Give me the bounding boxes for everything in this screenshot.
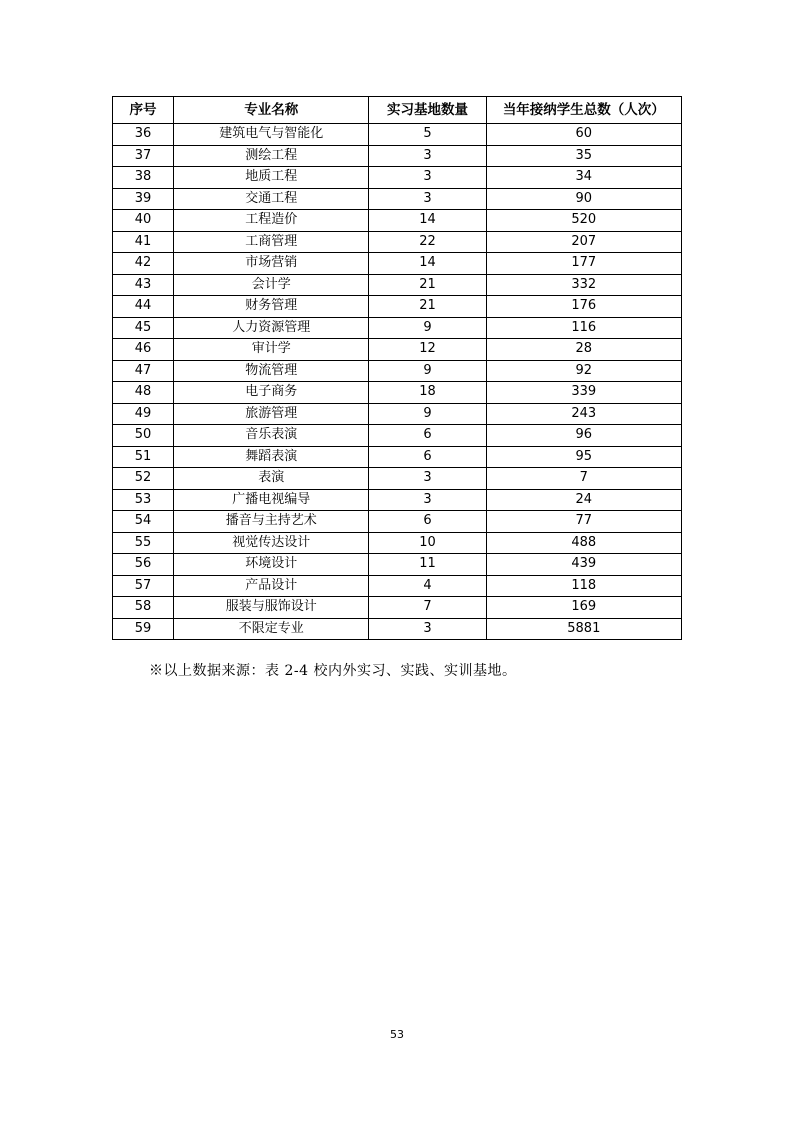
- cell-base-count: 3: [369, 618, 486, 640]
- cell-serial-number: 38: [113, 167, 174, 189]
- cell-student-total: 34: [486, 167, 681, 189]
- cell-serial-number: 45: [113, 317, 174, 339]
- table-row: [113, 360, 682, 382]
- cell-serial-number: 59: [113, 618, 174, 640]
- table-row: [113, 231, 682, 253]
- table-row: [113, 274, 682, 296]
- cell-base-count: 9: [369, 317, 486, 339]
- cell-base-count: 9: [369, 403, 486, 425]
- cell-serial-number: 37: [113, 145, 174, 167]
- table-row: [113, 339, 682, 361]
- cell-student-total: 35: [486, 145, 681, 167]
- data-source-note: ※以上数据来源：表 2-4 校内外实习、实践、实训基地。: [149, 663, 517, 679]
- cell-base-count: 18: [369, 382, 486, 404]
- table-row: [113, 575, 682, 597]
- cell-major-name: 环境设计: [174, 554, 369, 576]
- cell-base-count: 6: [369, 511, 486, 533]
- cell-serial-number: 52: [113, 468, 174, 490]
- table-header-row: [113, 97, 682, 124]
- cell-serial-number: 41: [113, 231, 174, 253]
- cell-student-total: 24: [486, 489, 681, 511]
- table-row: [113, 124, 682, 146]
- cell-serial-number: 54: [113, 511, 174, 533]
- table-row: [113, 145, 682, 167]
- cell-base-count: 21: [369, 274, 486, 296]
- cell-student-total: 96: [486, 425, 681, 447]
- cell-major-name: 产品设计: [174, 575, 369, 597]
- table-row: [113, 468, 682, 490]
- cell-base-count: 5: [369, 124, 486, 146]
- cell-base-count: 14: [369, 210, 486, 232]
- cell-major-name: 不限定专业: [174, 618, 369, 640]
- cell-student-total: 488: [486, 532, 681, 554]
- cell-serial-number: 55: [113, 532, 174, 554]
- cell-student-total: 95: [486, 446, 681, 468]
- cell-major-name: 视觉传达设计: [174, 532, 369, 554]
- cell-base-count: 3: [369, 145, 486, 167]
- cell-major-name: 服装与服饰设计: [174, 597, 369, 619]
- cell-base-count: 6: [369, 425, 486, 447]
- table-row: [113, 511, 682, 533]
- cell-student-total: 339: [486, 382, 681, 404]
- cell-major-name: 表演: [174, 468, 369, 490]
- cell-serial-number: 56: [113, 554, 174, 576]
- cell-major-name: 测绘工程: [174, 145, 369, 167]
- cell-major-name: 播音与主持艺术: [174, 511, 369, 533]
- cell-serial-number: 47: [113, 360, 174, 382]
- cell-major-name: 建筑电气与智能化: [174, 124, 369, 146]
- cell-student-total: 118: [486, 575, 681, 597]
- cell-student-total: 7: [486, 468, 681, 490]
- table-row: [113, 210, 682, 232]
- cell-base-count: 3: [369, 468, 486, 490]
- cell-serial-number: 42: [113, 253, 174, 275]
- table-row: [113, 554, 682, 576]
- header-base-count: 实习基地数量: [369, 97, 486, 124]
- table-row: [113, 403, 682, 425]
- cell-major-name: 音乐表演: [174, 425, 369, 447]
- header-major-name: 专业名称: [174, 97, 369, 124]
- table-row: [113, 188, 682, 210]
- header-serial-number: 序号: [113, 97, 174, 124]
- cell-serial-number: 53: [113, 489, 174, 511]
- cell-major-name: 人力资源管理: [174, 317, 369, 339]
- cell-serial-number: 40: [113, 210, 174, 232]
- cell-base-count: 9: [369, 360, 486, 382]
- table-row: [113, 296, 682, 318]
- cell-major-name: 会计学: [174, 274, 369, 296]
- table-row: [113, 425, 682, 447]
- cell-base-count: 4: [369, 575, 486, 597]
- cell-student-total: 90: [486, 188, 681, 210]
- cell-serial-number: 48: [113, 382, 174, 404]
- table-row: [113, 489, 682, 511]
- cell-serial-number: 57: [113, 575, 174, 597]
- cell-major-name: 地质工程: [174, 167, 369, 189]
- cell-base-count: 22: [369, 231, 486, 253]
- cell-major-name: 舞蹈表演: [174, 446, 369, 468]
- cell-student-total: 332: [486, 274, 681, 296]
- cell-student-total: 77: [486, 511, 681, 533]
- cell-base-count: 3: [369, 489, 486, 511]
- cell-serial-number: 36: [113, 124, 174, 146]
- cell-student-total: 520: [486, 210, 681, 232]
- cell-base-count: 14: [369, 253, 486, 275]
- cell-major-name: 物流管理: [174, 360, 369, 382]
- table-row: [113, 532, 682, 554]
- cell-serial-number: 49: [113, 403, 174, 425]
- cell-student-total: 5881: [486, 618, 681, 640]
- cell-major-name: 旅游管理: [174, 403, 369, 425]
- cell-base-count: 3: [369, 188, 486, 210]
- cell-student-total: 92: [486, 360, 681, 382]
- internship-base-table: [112, 96, 682, 640]
- cell-student-total: 207: [486, 231, 681, 253]
- table-row: [113, 446, 682, 468]
- cell-major-name: 工程造价: [174, 210, 369, 232]
- cell-serial-number: 50: [113, 425, 174, 447]
- cell-base-count: 11: [369, 554, 486, 576]
- cell-student-total: 60: [486, 124, 681, 146]
- cell-major-name: 广播电视编导: [174, 489, 369, 511]
- cell-student-total: 116: [486, 317, 681, 339]
- table-row: [113, 253, 682, 275]
- table-row: [113, 167, 682, 189]
- cell-base-count: 3: [369, 167, 486, 189]
- cell-serial-number: 43: [113, 274, 174, 296]
- table-row: [113, 382, 682, 404]
- cell-student-total: 28: [486, 339, 681, 361]
- cell-base-count: 6: [369, 446, 486, 468]
- cell-major-name: 电子商务: [174, 382, 369, 404]
- cell-major-name: 工商管理: [174, 231, 369, 253]
- table-row: [113, 597, 682, 619]
- cell-serial-number: 58: [113, 597, 174, 619]
- cell-base-count: 7: [369, 597, 486, 619]
- cell-serial-number: 46: [113, 339, 174, 361]
- cell-student-total: 176: [486, 296, 681, 318]
- cell-serial-number: 44: [113, 296, 174, 318]
- cell-student-total: 169: [486, 597, 681, 619]
- cell-major-name: 市场营销: [174, 253, 369, 275]
- table-row: [113, 317, 682, 339]
- cell-student-total: 243: [486, 403, 681, 425]
- cell-major-name: 财务管理: [174, 296, 369, 318]
- cell-serial-number: 51: [113, 446, 174, 468]
- table-row: [113, 618, 682, 640]
- cell-base-count: 10: [369, 532, 486, 554]
- page-number: 53: [390, 1028, 404, 1041]
- cell-student-total: 177: [486, 253, 681, 275]
- header-student-total: 当年接纳学生总数（人次）: [486, 97, 681, 124]
- cell-major-name: 审计学: [174, 339, 369, 361]
- cell-base-count: 12: [369, 339, 486, 361]
- table-body: [113, 124, 682, 640]
- cell-major-name: 交通工程: [174, 188, 369, 210]
- cell-serial-number: 39: [113, 188, 174, 210]
- cell-student-total: 439: [486, 554, 681, 576]
- cell-base-count: 21: [369, 296, 486, 318]
